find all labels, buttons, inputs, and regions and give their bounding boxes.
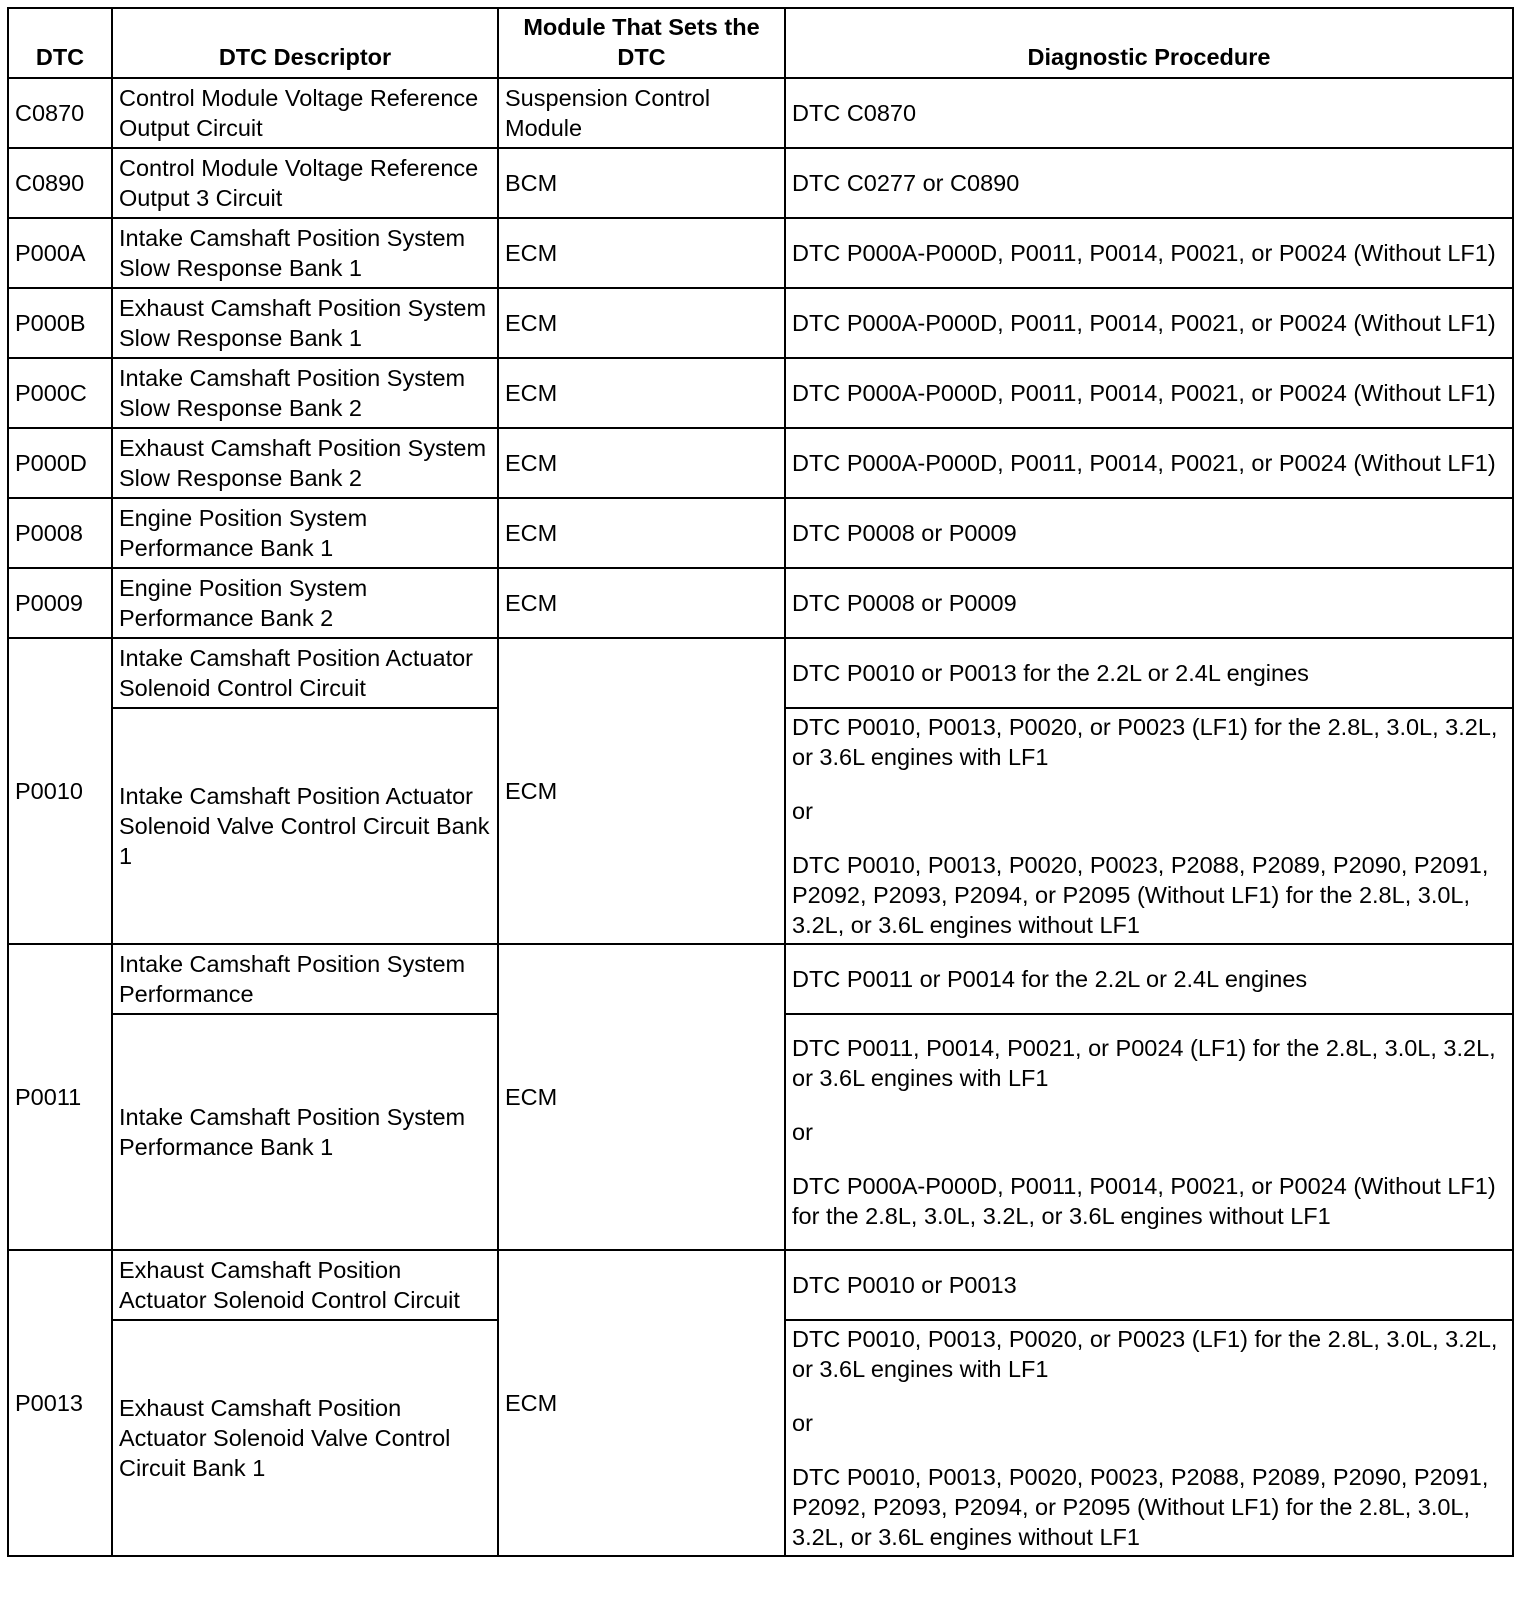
header-module: Module That Sets the DTC [498, 8, 785, 78]
cell-procedure: DTC P0008 or P0009 [785, 498, 1513, 568]
cell-dtc: P0008 [8, 498, 112, 568]
procedure-text: DTC P0010, P0013, P0020, or P0023 (LF1) for the 2.8L, 3.0L, 3.2L, or 3.6L engines with LF1 [792, 1326, 1498, 1382]
cell-descriptor: Exhaust Camshaft Position Actuator Solenoid Valve Control Circuit Bank 1 [112, 1320, 498, 1556]
cell-descriptor: Exhaust Camshaft Position System Slow Response Bank 1 [112, 288, 498, 358]
cell-module: ECM [498, 568, 785, 638]
cell-module: ECM [498, 428, 785, 498]
procedure-or: or [792, 1119, 813, 1145]
cell-procedure [785, 1014, 1513, 1250]
table-row [8, 638, 1513, 708]
cell-descriptor: Intake Camshaft Position Actuator Solenoid Valve Control Circuit Bank 1 [112, 708, 498, 944]
cell-dtc: P0009 [8, 568, 112, 638]
cell-dtc: P0010 [8, 638, 112, 944]
cell-descriptor: Intake Camshaft Position System Performance Bank 1 [112, 1014, 498, 1250]
cell-procedure: DTC P000A-P000D, P0011, P0014, P0021, or P0024 (Without LF1) [785, 358, 1513, 428]
cell-procedure [785, 708, 1513, 944]
header-procedure: Diagnostic Procedure [785, 8, 1513, 78]
table-row [8, 148, 1513, 218]
cell-procedure [785, 1320, 1513, 1556]
cell-dtc: P0013 [8, 1250, 112, 1556]
cell-module: ECM [498, 1250, 785, 1556]
table-row [8, 358, 1513, 428]
cell-descriptor: Intake Camshaft Position System Performance [112, 944, 498, 1014]
cell-descriptor: Intake Camshaft Position System Slow Response Bank 2 [112, 358, 498, 428]
cell-procedure: DTC P000A-P000D, P0011, P0014, P0021, or P0024 (Without LF1) [785, 428, 1513, 498]
cell-dtc: P000A [8, 218, 112, 288]
cell-module: Suspension Control Module [498, 78, 785, 148]
table-row [8, 498, 1513, 568]
cell-module: ECM [498, 498, 785, 568]
cell-module: ECM [498, 638, 785, 944]
table-row [8, 288, 1513, 358]
procedure-text: DTC P000A-P000D, P0011, P0014, P0021, or P0024 (Without LF1) for the 2.8L, 3.0L, 3.2L, or 3.6L engines without LF1 [792, 1173, 1496, 1229]
cell-dtc: C0890 [8, 148, 112, 218]
cell-procedure: DTC P000A-P000D, P0011, P0014, P0021, or P0024 (Without LF1) [785, 288, 1513, 358]
cell-procedure: DTC P000A-P000D, P0011, P0014, P0021, or P0024 (Without LF1) [785, 218, 1513, 288]
cell-descriptor: Control Module Voltage Reference Output Circuit [112, 78, 498, 148]
header-dtc: DTC [8, 8, 112, 78]
procedure-text: DTC P0011, P0014, P0021, or P0024 (LF1) for the 2.8L, 3.0L, 3.2L, or 3.6L engines with LF1 [792, 1035, 1496, 1091]
cell-dtc: P000C [8, 358, 112, 428]
cell-procedure: DTC P0010 or P0013 [785, 1250, 1513, 1320]
cell-descriptor: Exhaust Camshaft Position System Slow Response Bank 2 [112, 428, 498, 498]
header-descriptor: DTC Descriptor [112, 8, 498, 78]
table-row [8, 218, 1513, 288]
cell-descriptor: Control Module Voltage Reference Output 3 Circuit [112, 148, 498, 218]
cell-procedure: DTC C0870 [785, 78, 1513, 148]
cell-procedure: DTC P0010 or P0013 for the 2.2L or 2.4L engines [785, 638, 1513, 708]
table-row [8, 568, 1513, 638]
table-row [8, 78, 1513, 148]
cell-procedure: DTC C0277 or C0890 [785, 148, 1513, 218]
cell-module: ECM [498, 288, 785, 358]
cell-dtc: C0870 [8, 78, 112, 148]
cell-descriptor: Intake Camshaft Position Actuator Solenoid Control Circuit [112, 638, 498, 708]
cell-dtc: P000B [8, 288, 112, 358]
procedure-or: or [792, 798, 813, 824]
header-row [8, 8, 1513, 78]
procedure-or: or [792, 1410, 813, 1436]
cell-procedure: DTC P0011 or P0014 for the 2.2L or 2.4L engines [785, 944, 1513, 1014]
procedure-text: DTC P0010, P0013, P0020, P0023, P2088, P2089, P2090, P2091, P2092, P2093, P2094, or P2095 (Without LF1) for the 2.8L, 3.0L, 3.2L, or 3.6L engines without LF1 [792, 1464, 1489, 1550]
cell-dtc: P000D [8, 428, 112, 498]
cell-descriptor: Intake Camshaft Position System Slow Response Bank 1 [112, 218, 498, 288]
cell-dtc: P0011 [8, 944, 112, 1250]
cell-module: ECM [498, 358, 785, 428]
table-row [8, 428, 1513, 498]
table-row [8, 1250, 1513, 1320]
table-row [8, 944, 1513, 1014]
dtc-table [7, 7, 1514, 1557]
cell-descriptor: Engine Position System Performance Bank 1 [112, 498, 498, 568]
cell-descriptor: Exhaust Camshaft Position Actuator Solenoid Control Circuit [112, 1250, 498, 1320]
procedure-text: DTC P0010, P0013, P0020, P0023, P2088, P2089, P2090, P2091, P2092, P2093, P2094, or P2095 (Without LF1) for the 2.8L, 3.0L, 3.2L, or 3.6L engines without LF1 [792, 852, 1489, 938]
cell-descriptor: Engine Position System Performance Bank 2 [112, 568, 498, 638]
procedure-text: DTC P0010, P0013, P0020, or P0023 (LF1) for the 2.8L, 3.0L, 3.2L, or 3.6L engines with LF1 [792, 714, 1498, 770]
cell-procedure: DTC P0008 or P0009 [785, 568, 1513, 638]
cell-module: ECM [498, 218, 785, 288]
cell-module: ECM [498, 944, 785, 1250]
cell-module: BCM [498, 148, 785, 218]
